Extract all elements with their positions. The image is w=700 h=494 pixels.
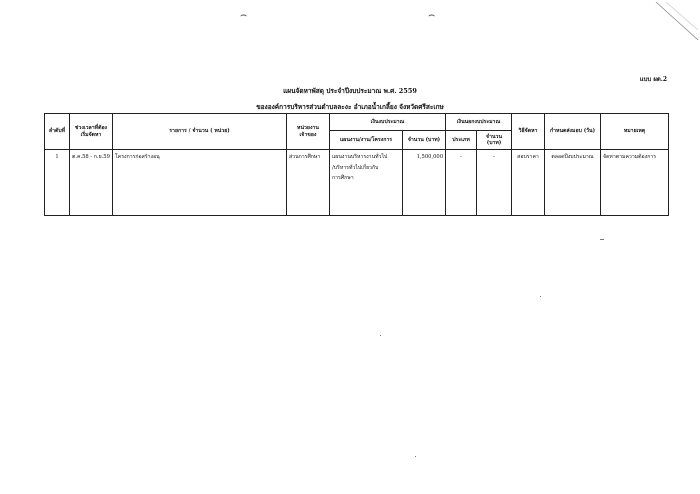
header-unit: หน่วยงานเจ้าของ <box>287 114 330 150</box>
cell-unit: ส่วนการศึกษา <box>287 150 330 216</box>
plan-line: /บริหารทั่วไปเกี่ยวกับ <box>332 164 379 171</box>
scan-speck <box>380 335 381 336</box>
scan-mark-left: ⌢ <box>240 8 248 21</box>
header-no: ลำดับที่ <box>45 114 70 150</box>
cell-remark: จัดหาตามความต้องการ <box>601 150 669 216</box>
header-period: ช่วงเวลาที่ต้องเริ่มจัดหา <box>70 114 113 150</box>
scan-speck <box>415 456 416 457</box>
header-budget: เงินงบประมาณ <box>330 114 446 131</box>
document-title: แผนจัดหาพัสดุ ประจำปีงบประมาณ พ.ศ. 2559 <box>283 87 417 95</box>
header-deadline: กำหนดส่งมอบ (วัน) <box>545 114 601 150</box>
cell-method: สอบราคา <box>512 150 545 216</box>
cell-amount: 1,500,000 <box>403 150 446 216</box>
header-remark: หมายเหตุ <box>601 114 669 150</box>
cell-no: 1 <box>45 150 70 216</box>
plan-line: แผนงานบริหารงานทั่วไป <box>332 154 388 160</box>
scan-speck <box>600 239 604 240</box>
document-subtitle: ขององค์การบริหารส่วนตำบลละงะ อำเภอน้ำเกลี้ยง จังหวัดศรีสะเกษ <box>256 103 444 111</box>
cell-deadline: ตลอดปีงบประมาณ <box>545 150 601 216</box>
cell-period: ต.ค.58 - ก.ย.59 <box>70 150 113 216</box>
header-item: รายการ / จำนวน ( หน่วย) <box>113 114 287 150</box>
cell-item: โครงการก่อสร้างอนุ <box>113 150 287 216</box>
header-offbudget-type: ประเภท <box>446 131 477 150</box>
header-budget-amount: จำนวน (บาท) <box>403 131 446 150</box>
procurement-plan-table <box>44 113 669 216</box>
cell-off-type: - <box>446 150 477 216</box>
form-code: แบบ ผด.2 <box>639 76 667 83</box>
header-offbudget-amount: จำนวน (บาท) <box>477 131 512 150</box>
plan-line: การศึกษา <box>332 175 354 181</box>
cell-plan <box>330 150 403 216</box>
header-budget-plan: แผนงาน/งาน/โครงการ <box>330 131 403 150</box>
header-offbudget: เงินนอกงบประมาณ <box>446 114 512 131</box>
cell-off-amount: - <box>477 150 512 216</box>
table-row <box>45 150 669 216</box>
scan-mark-right: ⌢ <box>428 8 436 21</box>
folded-corner-icon <box>650 0 700 45</box>
scan-speck <box>540 296 541 297</box>
header-method: วิธีจัดหา <box>512 114 545 150</box>
